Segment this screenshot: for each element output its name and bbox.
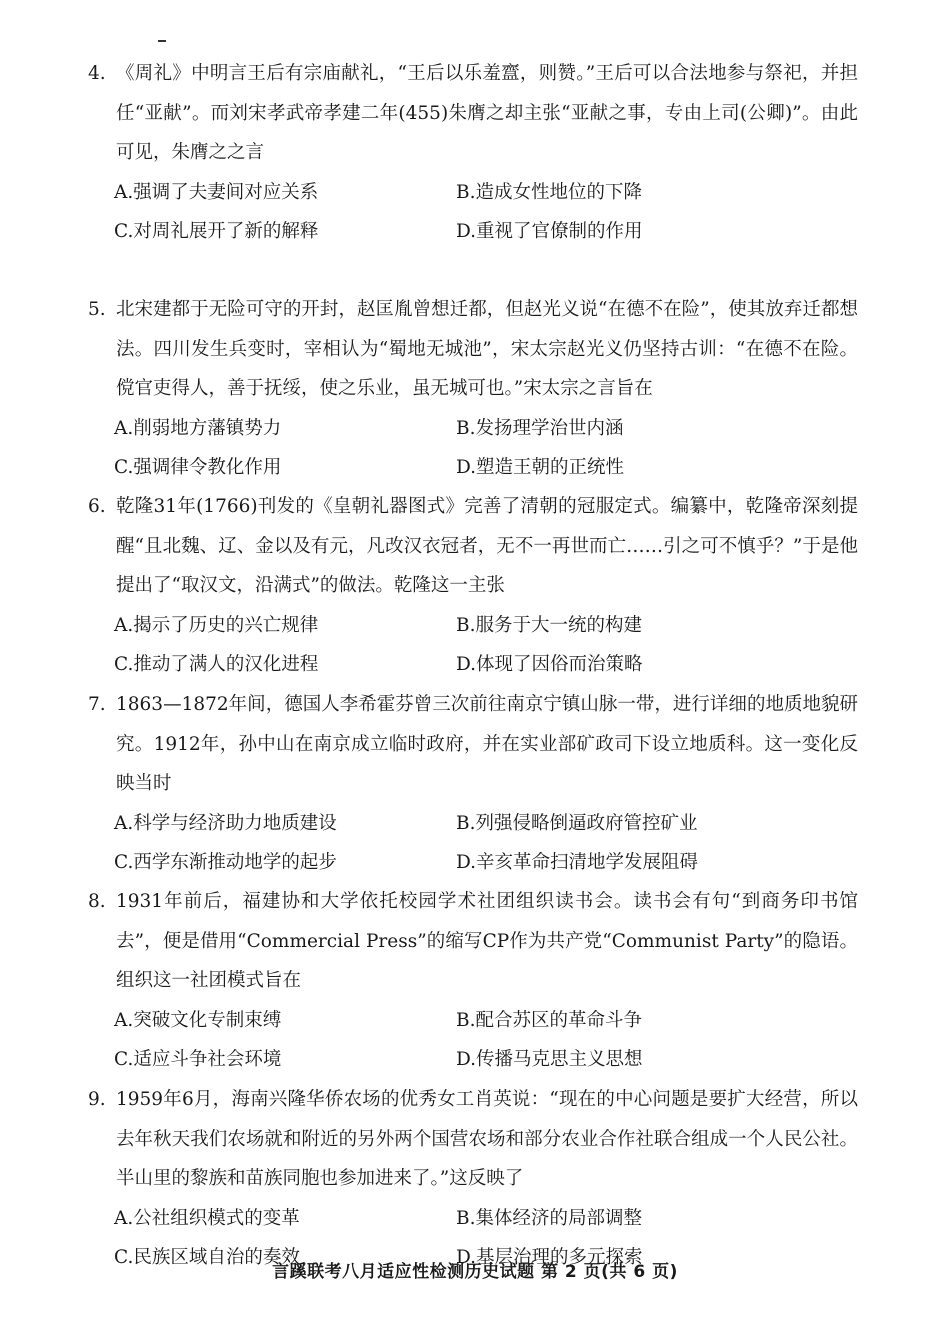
question-stem [88, 882, 858, 1001]
option-a: A.公社组织模式的变革 [114, 1207, 300, 1229]
option-d: D.重视了官僚制的作用 [456, 221, 643, 242]
option-d: D.辛亥革命扫清地学发展阻碍 [456, 852, 699, 873]
options [114, 1001, 858, 1080]
question-5 [0, 290, 950, 488]
question-6 [0, 487, 950, 685]
question-stem [88, 1080, 858, 1199]
question-text: 《周礼》中明言王后有宗庙献礼，“王后以乐羞齍，则赞。”王后可以合法地参与祭祀，并担任“亚献”。而刘宋孝武帝孝建二年(455)朱膺之却主张“亚献之事，专由上司(公卿)”。由此可见，朱膺之之言 [116, 63, 858, 163]
question-text: 1959年6月，海南兴隆华侨农场的优秀女工肖英说：“现在的中心问题是要扩大经营，所以去年秋天我们农场就和附近的另外两个国营农场和部分农业合作社联合组成一个人民公社。半山里的黎族和苗族同胞也参加进来了。”这反映了 [116, 1089, 858, 1189]
question-stem [88, 487, 858, 606]
option-c: C.西学东渐推动地学的起步 [114, 852, 337, 873]
print-mark [158, 40, 166, 42]
options [114, 409, 858, 488]
option-d: D.体现了因俗而治策略 [456, 654, 643, 675]
option-b: B.配合苏区的革命斗争 [456, 1009, 642, 1031]
question-text: 乾隆31年(1766)刊发的《皇朝礼器图式》完善了清朝的冠服定式。编纂中，乾隆帝深刻提醒“且北魏、辽、金以及有元，凡改汉衣冠者，无不一再世而亡……引之可不慎乎？”于是他提出了“取汉文，沿满式”的做法。乾隆这一主张 [116, 496, 858, 596]
option-d: D.塑造王朝的正统性 [456, 457, 625, 478]
option-a: A.科学与经济助力地质建设 [114, 812, 337, 834]
option-b: B.发扬理学治世内涵 [456, 417, 624, 439]
question-number: 4. [88, 63, 106, 84]
option-a: A.突破文化专制束缚 [114, 1009, 282, 1031]
page-footer: 言蹊联考八月适应性检测历史试题 第 2 页(共 6 页) [272, 1262, 678, 1282]
option-c: C.强调律令教化作用 [114, 457, 282, 478]
option-c: C.对周礼展开了新的解释 [114, 221, 319, 242]
question-stem [88, 54, 858, 173]
question-text: 1931年前后，福建协和大学依托校园学术社团组织读书会。读书会有句“到商务印书馆去”，便是借用“Commercial Press”的缩写CP作为共产党“Communist Party”的隐语。组织这一社团模式旨在 [116, 891, 858, 991]
option-b: B.集体经济的局部调整 [456, 1207, 642, 1229]
option-c: C.民族区域自治的奏效 [114, 1247, 300, 1268]
question-text: 北宋建都于无险可守的开封，赵匡胤曾想迁都，但赵光义说“在德不在险”，使其放弃迁都想法。四川发生兵变时，宰相认为“蜀地无城池”，宋太宗赵光义仍坚持古训：“在德不在险。傥官吏得人，善于抚绥，使之乐业，虽无城可也。”宋太宗之言旨在 [116, 299, 858, 399]
question-number: 5. [88, 299, 106, 320]
option-a: A.强调了夫妻间对应关系 [114, 181, 319, 203]
option-c: C.适应斗争社会环境 [114, 1049, 282, 1070]
option-b: B.服务于大一统的构建 [456, 614, 642, 636]
question-text: 1863—1872年间，德国人李希霍芬曾三次前往南京宁镇山脉一带，进行详细的地质地貌研究。1912年，孙中山在南京成立临时政府，并在实业部矿政司下设立地质科。这一变化反映当时 [116, 694, 858, 794]
option-b: B.列强侵略倒逼政府管控矿业 [456, 812, 698, 834]
option-a: A.揭示了历史的兴亡规律 [114, 614, 319, 636]
option-d: D.基层治理的多元探索 [456, 1247, 643, 1268]
question-9 [0, 1080, 950, 1278]
options [114, 606, 858, 685]
options [114, 173, 858, 252]
options [114, 804, 858, 883]
question-stem [88, 290, 858, 409]
question-8 [0, 882, 950, 1080]
question-number: 8. [88, 891, 106, 912]
question-stem [88, 685, 858, 804]
option-a: A.削弱地方藩镇势力 [114, 417, 282, 439]
question-number: 7. [88, 694, 106, 715]
question-7 [0, 685, 950, 883]
option-c: C.推动了满人的汉化进程 [114, 654, 319, 675]
option-d: D.传播马克思主义思想 [456, 1049, 643, 1070]
question-4 [0, 54, 950, 252]
question-number: 6. [88, 496, 106, 517]
option-b: B.造成女性地位的下降 [456, 181, 642, 203]
question-number: 9. [88, 1089, 106, 1110]
